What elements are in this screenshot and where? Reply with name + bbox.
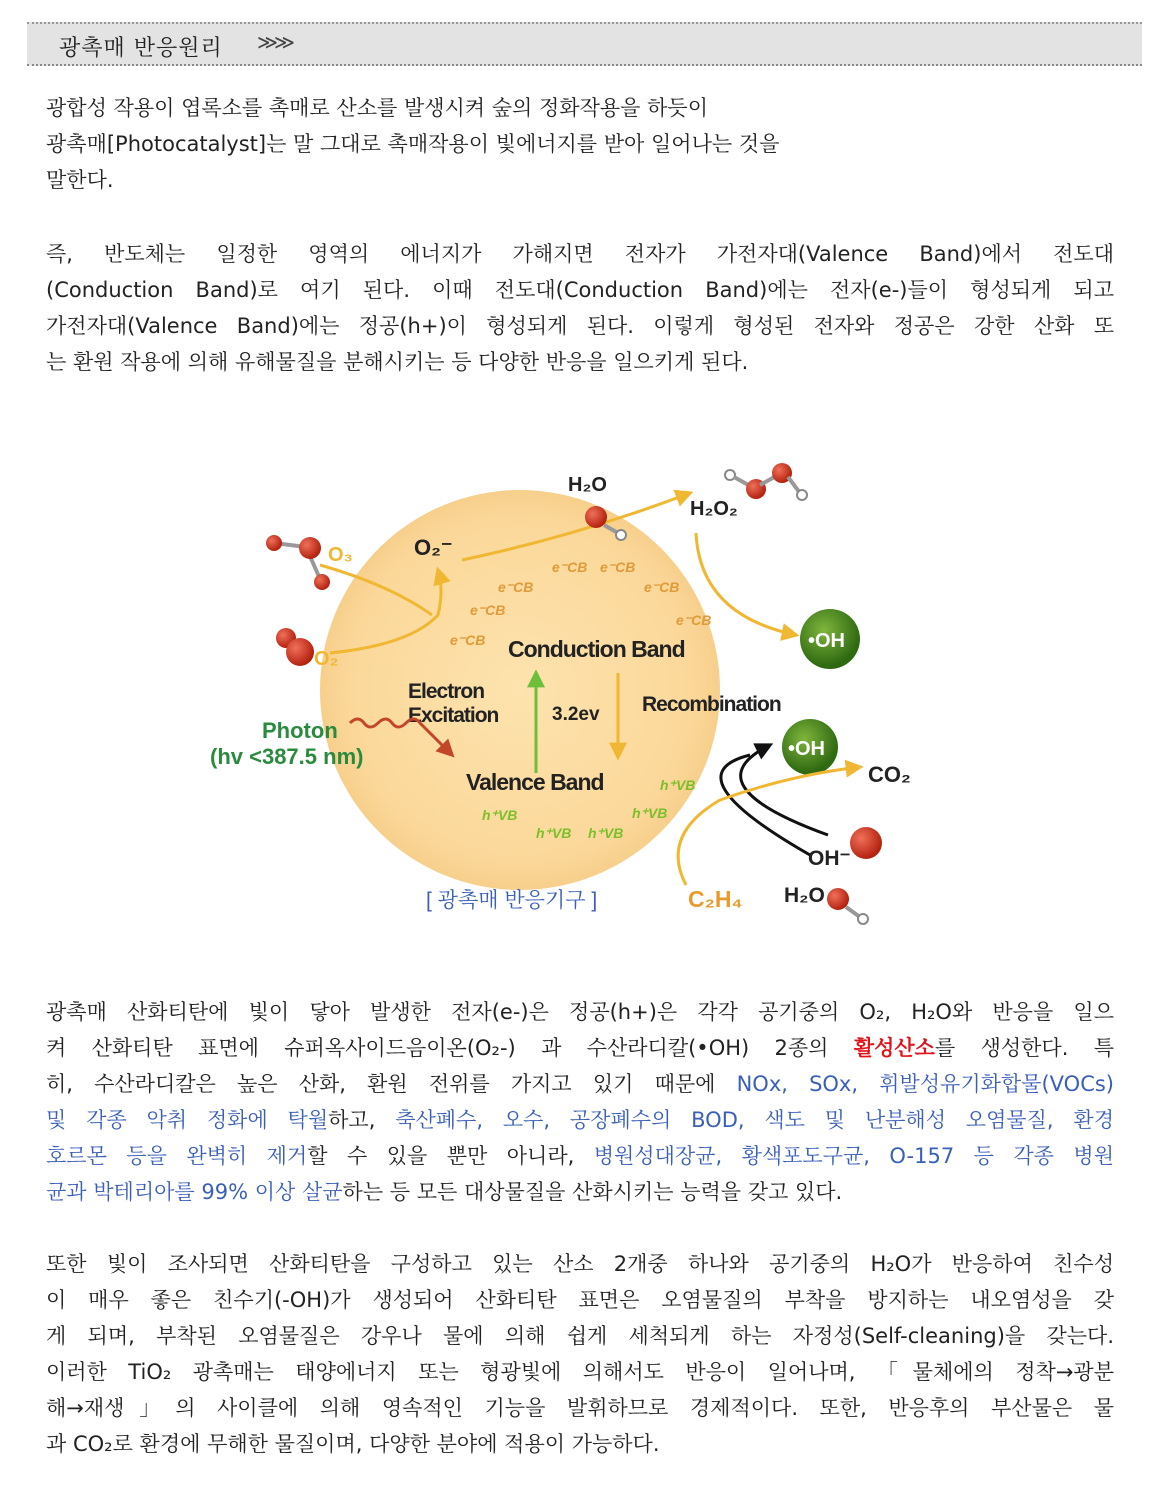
hydrophilic-line: 이러한 TiO₂ 광촉매는 태양에너지 또는 형광빛에 의해서도 반응이 일어나며, 「물체에의 정착→광분 (46, 1360, 1114, 1384)
photocatalyst-mechanism-diagram (200, 455, 920, 925)
h2o2-label: H₂O₂ (690, 498, 738, 520)
diagram-caption: [ 광촉매 반응기구 ] (426, 889, 598, 912)
o3-molecule (266, 535, 330, 590)
double-chevron-icon: ≫≫ (257, 30, 291, 54)
principle-line: 는 환원 작용에 의해 유해물질을 분해시키는 등 다양한 반응을 일으키게 된다. (46, 350, 749, 374)
o2-molecule (276, 628, 314, 666)
reaction-line (46, 1102, 1114, 1138)
hormone-highlight: 호르몬 등을 완벽히 제거 (46, 1144, 308, 1168)
electron-label: e⁻CB (470, 602, 506, 618)
photon-label: Photon (262, 718, 338, 743)
c2h4-label: C₂H₄ (688, 886, 743, 912)
reaction-text: 할 수 있을 뿐만 아니라, (307, 1144, 594, 1168)
hole-label: h⁺VB (482, 807, 518, 823)
hydrophilic-paragraph (46, 1246, 1114, 1462)
reaction-text: 하는 등 모든 대상물질을 산화시키는 능력을 갖고 있다. (342, 1180, 843, 1204)
h2o-bottom-label: H₂O (784, 884, 825, 907)
pathogen-highlight: 병원성대장균, 황색포도구균, O-157 등 각종 병원 (593, 1144, 1114, 1168)
oh-radical-label: •OH (788, 738, 826, 760)
sterilization-highlight: 균과 박테리아를 99% 이상 살균 (46, 1180, 343, 1204)
electron-excitation-label: Electron (408, 680, 485, 703)
h2o-bottom-molecule (827, 888, 868, 924)
reaction-paragraph (46, 994, 1114, 1210)
reaction-line (46, 1174, 1114, 1210)
reaction-line (46, 1138, 1114, 1174)
oh-minus-ball (850, 827, 882, 859)
recombination-label: Recombination (642, 693, 781, 716)
hole-label: h⁺VB (660, 777, 696, 793)
hydrophilic-line: 과 CO₂로 환경에 무해한 물질이며, 다양한 분야에 적용이 가능하다. (46, 1432, 660, 1456)
hole-label: h⁺VB (588, 825, 624, 841)
wastewater-highlight: 축산폐수, 오수, 공장폐수의 BOD, 색도 및 난분해성 오염물질, 환경 (395, 1108, 1114, 1132)
o2-label: O₂ (314, 648, 339, 670)
oh-minus-label: OH⁻ (808, 847, 851, 870)
electron-label: e⁻CB (552, 559, 588, 575)
tio2-particle (320, 490, 720, 890)
principle-paragraph (46, 236, 1114, 380)
hydrophilic-line: 이 매우 좋은 친수기(-OH)가 생성되어 산화티탄 표면은 오염물질의 부착을 방지하는 내오염성을 갖 (46, 1288, 1114, 1312)
electron-label: e⁻CB (600, 559, 636, 575)
electron-label: e⁻CB (644, 579, 680, 595)
pollutant-highlight: NOx, SOx, 휘발성유기화합물(VOCs) (736, 1072, 1114, 1096)
reaction-text: 켜 산화티탄 표면에 슈퍼옥사이드음이온(O₂-) 과 수산라디칼(•OH) 2종의 (46, 1036, 854, 1060)
o2-minus-label: O₂⁻ (414, 535, 453, 560)
principle-line: (Conduction Band)로 여기 된다. 이때 전도대(Conduction Band)에는 전자(e-)들이 형성되게 되고 (46, 278, 1114, 302)
reaction-text: 하고, (328, 1108, 396, 1132)
oh-radical-label: •OH (808, 630, 846, 652)
active-oxygen-highlight: 활성산소 (853, 1036, 935, 1060)
odor-highlight: 및 각종 악취 정화에 탁월 (46, 1108, 329, 1132)
reaction-text: 히, 수산라디칼은 높은 산화, 환원 전위를 가지고 있기 때문에 (46, 1072, 737, 1096)
co2-label: CO₂ (868, 762, 911, 787)
electron-label: e⁻CB (450, 632, 486, 648)
conduction-band-label: Conduction Band (508, 636, 685, 662)
o3-label: O₃ (328, 544, 353, 566)
valence-band-label: Valence Band (466, 769, 604, 795)
reaction-line (46, 1030, 1114, 1066)
intro-paragraph (46, 90, 779, 198)
principle-line: 즉, 반도체는 일정한 영역의 에너지가 가해지면 전자가 가전자대(Valence Band)에서 전도대 (46, 242, 1114, 266)
electron-excitation-label: Excitation (408, 704, 499, 727)
reaction-text: 를 생성한다. 특 (934, 1036, 1114, 1060)
principle-line: 가전자대(Valence Band)에는 정공(h+)이 형성되게 된다. 이렇게 형성된 전자와 정공은 강한 산화 또 (46, 314, 1114, 338)
hydrophilic-line: 게 되며, 부착된 오염물질은 강우나 물에 의해 쉽게 세척되게 하는 자정성(Self-cleaning)을 갖는다. (46, 1324, 1114, 1348)
intro-line: 광촉매[Photocatalyst]는 말 그대로 촉매작용이 빛에너지를 받아 일어나는 것을 (46, 132, 780, 156)
intro-line: 광합성 작용이 엽록소를 촉매로 산소를 발생시켜 숲의 정화작용을 하듯이 (46, 96, 708, 120)
photon-wavelength-label: (hv <387.5 nm) (210, 744, 364, 769)
h2o-top-label: H₂O (568, 474, 607, 496)
electron-label: e⁻CB (498, 579, 534, 595)
section-header (27, 22, 1142, 66)
band-gap-label: 3.2ev (552, 704, 600, 725)
hole-label: h⁺VB (536, 825, 572, 841)
hydrophilic-line: 해→재생」의 사이클에 의해 영속적인 기능을 발휘하므로 경제적이다. 또한, 반응후의 부산물은 물 (46, 1396, 1114, 1420)
reaction-line (46, 1066, 1114, 1102)
intro-line: 말한다. (46, 168, 114, 192)
hydrophilic-line: 또한 빛이 조사되면 산화티탄을 구성하고 있는 산소 2개중 하나와 공기중의 H₂O가 반응하여 친수성 (46, 1252, 1114, 1276)
reaction-line: 광촉매 산화티탄에 빛이 닿아 발생한 전자(e-)은 정공(h+)은 각각 공기중의 O₂, H₂O와 반응을 일으 (46, 1000, 1114, 1024)
electron-label: e⁻CB (676, 612, 712, 628)
h2o2-molecule (725, 463, 807, 500)
hole-label: h⁺VB (632, 805, 668, 821)
section-title: 광촉매 반응원리 (59, 36, 223, 61)
